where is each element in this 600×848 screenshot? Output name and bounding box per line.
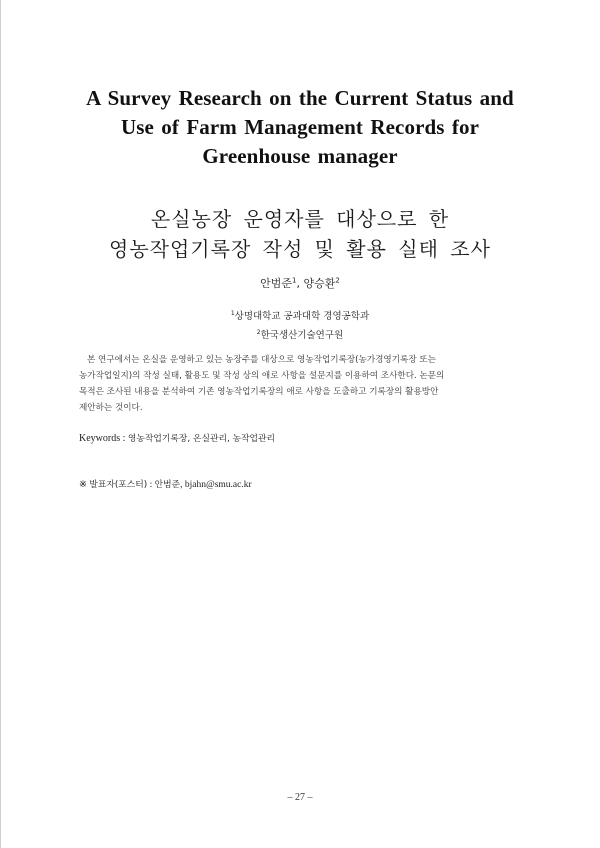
english-title-line-1: A Survey Research on the Current Status and: [86, 86, 514, 110]
english-title-line-2: Use of Farm Management Records for: [120, 115, 480, 139]
page-number: – 27 –: [287, 792, 313, 803]
presenter-name: 안범준: [154, 480, 181, 490]
abstract-line-3: 목적은 조사된 내용을 분석하여 기존 영농작업기록장의 애로 사항을 도출하고 기록장의 활용방안: [79, 387, 439, 397]
presenter-colon: :: [147, 480, 155, 490]
presenter-email-separator: ,: [180, 480, 185, 490]
author-1-affil-mark: 1: [292, 276, 297, 285]
presenter-label: 발표자(포스터): [89, 480, 148, 490]
keywords-label: Keywords :: [79, 433, 128, 444]
affiliation-2-text: 한국생산기술연구원: [260, 330, 344, 342]
english-title-line-3: Greenhouse manager: [202, 144, 398, 168]
abstract-line-4: 제안하는 것이다.: [79, 403, 143, 413]
korean-title-line-2: 영농작업기록장 작성 및 활용 실태 조사: [109, 237, 491, 261]
affiliations: [0, 306, 600, 344]
author-2-affil-mark: 2: [335, 276, 340, 285]
english-title: [40, 84, 560, 171]
affiliation-1: [0, 306, 600, 325]
keywords: [79, 431, 275, 444]
author-1: 안범준: [260, 277, 293, 290]
author-2: 양승환: [303, 277, 336, 290]
korean-title-line-1: 온실농장 운영자를 대상으로 한: [150, 207, 450, 231]
affiliation-2: [0, 325, 600, 344]
reference-mark: ※: [79, 480, 90, 490]
affiliation-1-mark: 1: [230, 310, 235, 317]
keywords-list: 영농작업기록장, 온실관리, 농작업관리: [127, 434, 276, 444]
abstract-line-2: 농가작업일지)의 작성 실태, 활용도 및 작성 상의 애로 사항을 설문지를 이용하여 조사한다. 논문의: [79, 371, 445, 381]
abstract-line-1: 본 연구에서는 온실을 운영하고 있는 농장주를 대상으로 영농작업기록장(농가경영기록장 또는: [87, 355, 436, 365]
presenter-email: bjahn@smu.ac.kr: [184, 480, 252, 490]
author-separator: ,: [296, 277, 304, 290]
affiliation-2-mark: 2: [256, 329, 261, 337]
affiliation-1-text: 상명대학교 공과대학 경영공학과: [234, 311, 370, 323]
presenter-note: [79, 477, 252, 490]
korean-title: [40, 204, 560, 264]
author-list: [0, 275, 600, 291]
abstract: [79, 352, 521, 416]
